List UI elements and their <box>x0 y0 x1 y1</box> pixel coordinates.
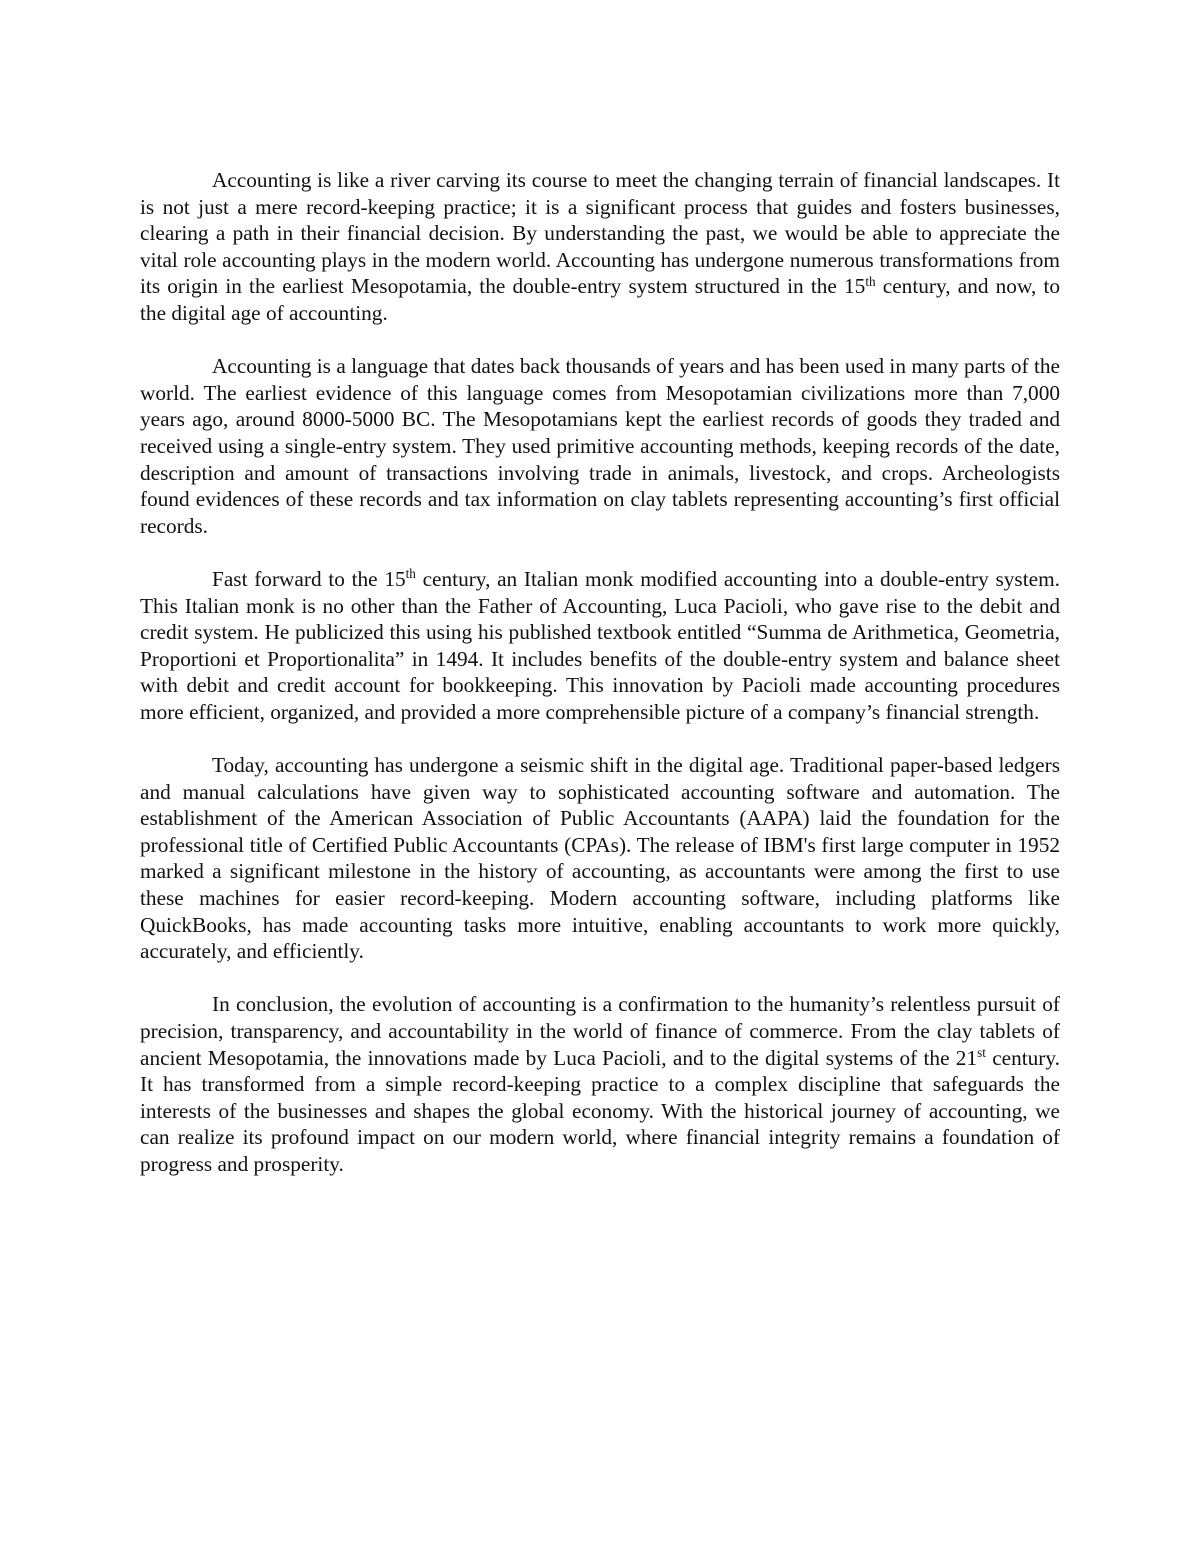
paragraph-text-continued: century. It has transformed from a simple record-keeping practice to a complex discipline that safeguards the interests of the businesses and shapes the global economy. With the historical journey of accounting, we can realize its profound impact on our modern world, where financial integrity remains a foundation of progress and prosperity. <box>140 1045 1060 1176</box>
paragraph-text: Today, accounting has undergone a seismic shift in the digital age. Traditional paper-based ledgers and manual calculations have given way to sophisticated accounting software and automation. The establishment of the American Association of Public Accountants (AAPA) laid the foundation for the professional title of Certified Public Accountants (CPAs). The release of IBM's first large computer in 1952 marked a significant milestone in the history of accounting, as accountants were among the first to use these machines for easier record-keeping. Modern accounting software, including platforms like QuickBooks, has made accounting tasks more intuitive, enabling accountants to work more quickly, accurately, and efficiently. <box>140 753 1060 964</box>
paragraph-text: Fast forward to the 15 <box>212 566 406 591</box>
paragraph-text: Accounting is a language that dates back thousands of years and has been used in many parts of the world. The earliest evidence of this language comes from Mesopotamian civilizations more than 7,000 years ago, around 8000-5000 BC. The Mesopotamians kept the earliest records of goods they traded and received using a single-entry system. They used primitive accounting methods, keeping records of the date, description and amount of transactions involving trade in animals, livestock, and crops. Archeologists found evidences of these records and tax information on clay tablets representing accounting’s first official records. <box>140 354 1060 538</box>
ordinal-suffix: th <box>865 273 876 289</box>
document-body <box>140 167 1060 1178</box>
ordinal-suffix: st <box>977 1045 986 1061</box>
paragraph-digital-age <box>140 752 1060 965</box>
paragraph-conclusion <box>140 991 1060 1177</box>
paragraph-text-continued: century, an Italian monk modified accounting into a double-entry system. This Italian monk is no other than the Father of Accounting, Luca Pacioli, who gave rise to the debit and credit system. He publicized this using his published textbook entitled “Summa de Arithmetica, Geometria, Proportioni et Proportionalita” in 1494. It includes benefits of the double-entry system and balance sheet with debit and credit account for bookkeeping. This innovation by Pacioli made accounting procedures more efficient, organized, and provided a more comprehensible picture of a company’s financial strength. <box>140 566 1060 724</box>
paragraph-pacioli <box>140 566 1060 726</box>
paragraph-text-continued: century, and now, to the digital age of accounting. <box>140 274 1061 325</box>
paragraph-introduction <box>140 167 1060 327</box>
paragraph-text: In conclusion, the evolution of accounting is a confirmation to the humanity’s relentless pursuit of precision, transparency, and accountability in the world of finance of commerce. From the clay tablets of ancient Mesopotamia, the innovations made by Luca Pacioli, and to the digital systems of the 21 <box>140 992 1060 1070</box>
paragraph-mesopotamia <box>140 353 1060 539</box>
ordinal-suffix: th <box>405 566 416 582</box>
paragraph-text: Accounting is like a river carving its course to meet the changing terrain of financial landscapes. It is not just a mere record-keeping practice; it is a significant process that guides and fosters businesses, clearing a path in their financial decision. By understanding the past, we would be able to appreciate the vital role accounting plays in the modern world. Accounting has undergone numerous transformations from its origin in the earliest Mesopotamia, the double-entry system structured in the 15 <box>140 168 1060 299</box>
